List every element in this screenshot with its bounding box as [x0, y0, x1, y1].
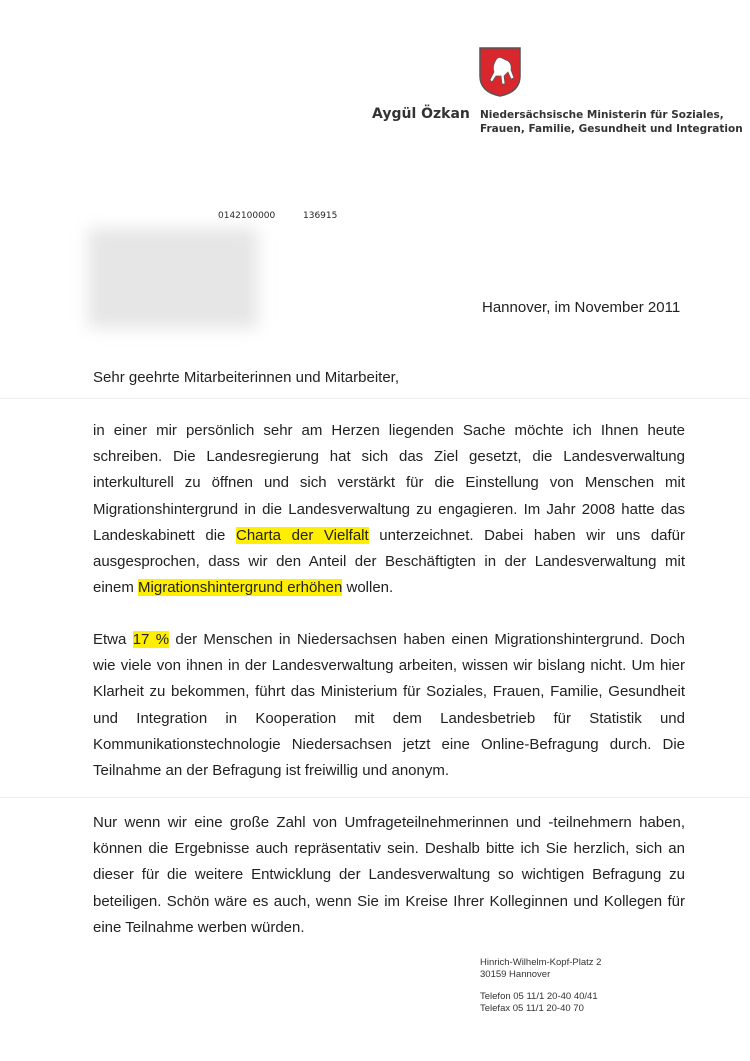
text-segment: dieser für die weitere Entwicklung der Landesverwaltung so wichtigen Befragung zu: [93, 866, 685, 884]
text-segment: Migrationshintergrund in die Landesverwaltung zu engagieren. Im Jahr 2008 hatte das: [93, 500, 685, 518]
scan-artifact-line: [0, 398, 750, 399]
body-paragraph: [93, 418, 685, 601]
highlighted-text: 17 %: [132, 631, 170, 648]
lower-saxony-crest-icon: [478, 46, 522, 98]
text-segment: Teilnahme an der Befragung ist freiwillig und anonym.: [93, 761, 450, 779]
text-line: [93, 444, 685, 470]
text-segment: eine Teilnahme werben würden.: [93, 918, 305, 936]
body-paragraph: [93, 810, 685, 941]
text-line: [93, 732, 685, 758]
text-segment: und Integration in Kooperation mit dem Landesbetrieb für Statistik und: [93, 709, 685, 727]
phone-number: Telefon 05 11/1 20-40 40/41: [480, 991, 598, 1002]
text-segment: wie viele von ihnen in der Landesverwaltung arbeiten, wissen wir bislang nicht. Um hier: [93, 657, 685, 675]
redacted-address: [88, 228, 258, 328]
text-line: [93, 497, 685, 523]
text-line: [93, 549, 685, 575]
address-city: 30159 Hannover: [480, 968, 551, 980]
salutation: Sehr geehrte Mitarbeiterinnen und Mitarbeiter,: [93, 369, 400, 386]
text-segment: einem: [93, 579, 139, 597]
fax-number: Telefax 05 11/1 20-40 70: [480, 1002, 584, 1014]
ministry-line: Frauen, Familie, Gesundheit und Integration: [480, 123, 743, 135]
text-segment: in einer mir persönlich sehr am Herzen liegenden Sache möchte ich Ihnen heute: [93, 422, 685, 439]
text-segment: Klarheit zu bekommen, führt das Ministerium für Soziales, Frauen, Familie, Gesundheit: [93, 683, 685, 701]
ministry-address: [480, 957, 601, 1014]
text-segment: Kommunikationstechnologie Niedersachsen jetzt eine Online-Befragung durch. Die: [93, 735, 685, 753]
text-line: [93, 889, 685, 915]
text-line: [93, 862, 685, 888]
sender-name: Aygül Özkan: [372, 106, 470, 122]
text-line: [93, 758, 685, 784]
text-segment: können die Ergebnisse auch repräsentativ sein. Deshalb bitte ich Sie herzlich, sich an: [93, 840, 685, 858]
letter-date: Hannover, im November 2011: [482, 299, 681, 316]
text-line: [93, 470, 685, 496]
text-segment: beteiligen. Schön wäre es auch, wenn Sie im Kreise Ihrer Kolleginnen und Kollegen für: [93, 892, 685, 910]
reference-code: 0142100000: [218, 211, 276, 221]
text-segment: wollen.: [342, 579, 394, 597]
text-segment: Landeskabinett die: [93, 526, 236, 544]
scan-artifact-line: [0, 797, 750, 798]
text-segment: Nur wenn wir eine große Zahl von Umfrageteilnehmerinnen und -teilnehmern haben,: [93, 814, 685, 831]
text-line: [93, 627, 685, 653]
highlighted-text: Migrationshintergrund erhöhen: [138, 579, 343, 597]
text-line: [93, 523, 685, 549]
text-line: [93, 653, 685, 679]
highlighted-text: Charta der Vielfalt: [236, 526, 369, 544]
text-line: [93, 915, 685, 941]
text-line: [93, 418, 685, 444]
text-segment: schreiben. Die Landesregierung hat sich das Ziel gesetzt, die Landesverwaltung: [93, 448, 685, 466]
body-paragraph: [93, 627, 685, 784]
address-street: Hinrich-Wilhelm-Kopf-Platz 2: [480, 957, 602, 968]
text-line: [93, 836, 685, 862]
ministry-title: [480, 108, 743, 136]
reference-code: 136915: [303, 211, 338, 221]
text-line: [93, 575, 685, 601]
text-segment: unterzeichnet. Dabei haben wir uns dafür: [368, 526, 686, 544]
text-line: [93, 706, 685, 732]
text-line: [93, 810, 685, 836]
text-segment: ausgesprochen, dass wir den Anteil der Beschäftigten in der Landesverwaltung mit: [93, 552, 685, 570]
text-segment: interkulturell zu öffnen und sich verstärkt für die Einstellung von Menschen mit: [93, 474, 685, 492]
text-line: [93, 679, 685, 705]
text-segment: Etwa: [93, 631, 133, 648]
text-segment: der Menschen in Niedersachsen haben einen Migrationshintergrund. Doch: [169, 631, 685, 648]
ministry-line: Niedersächsische Ministerin für Soziales,: [480, 109, 724, 121]
